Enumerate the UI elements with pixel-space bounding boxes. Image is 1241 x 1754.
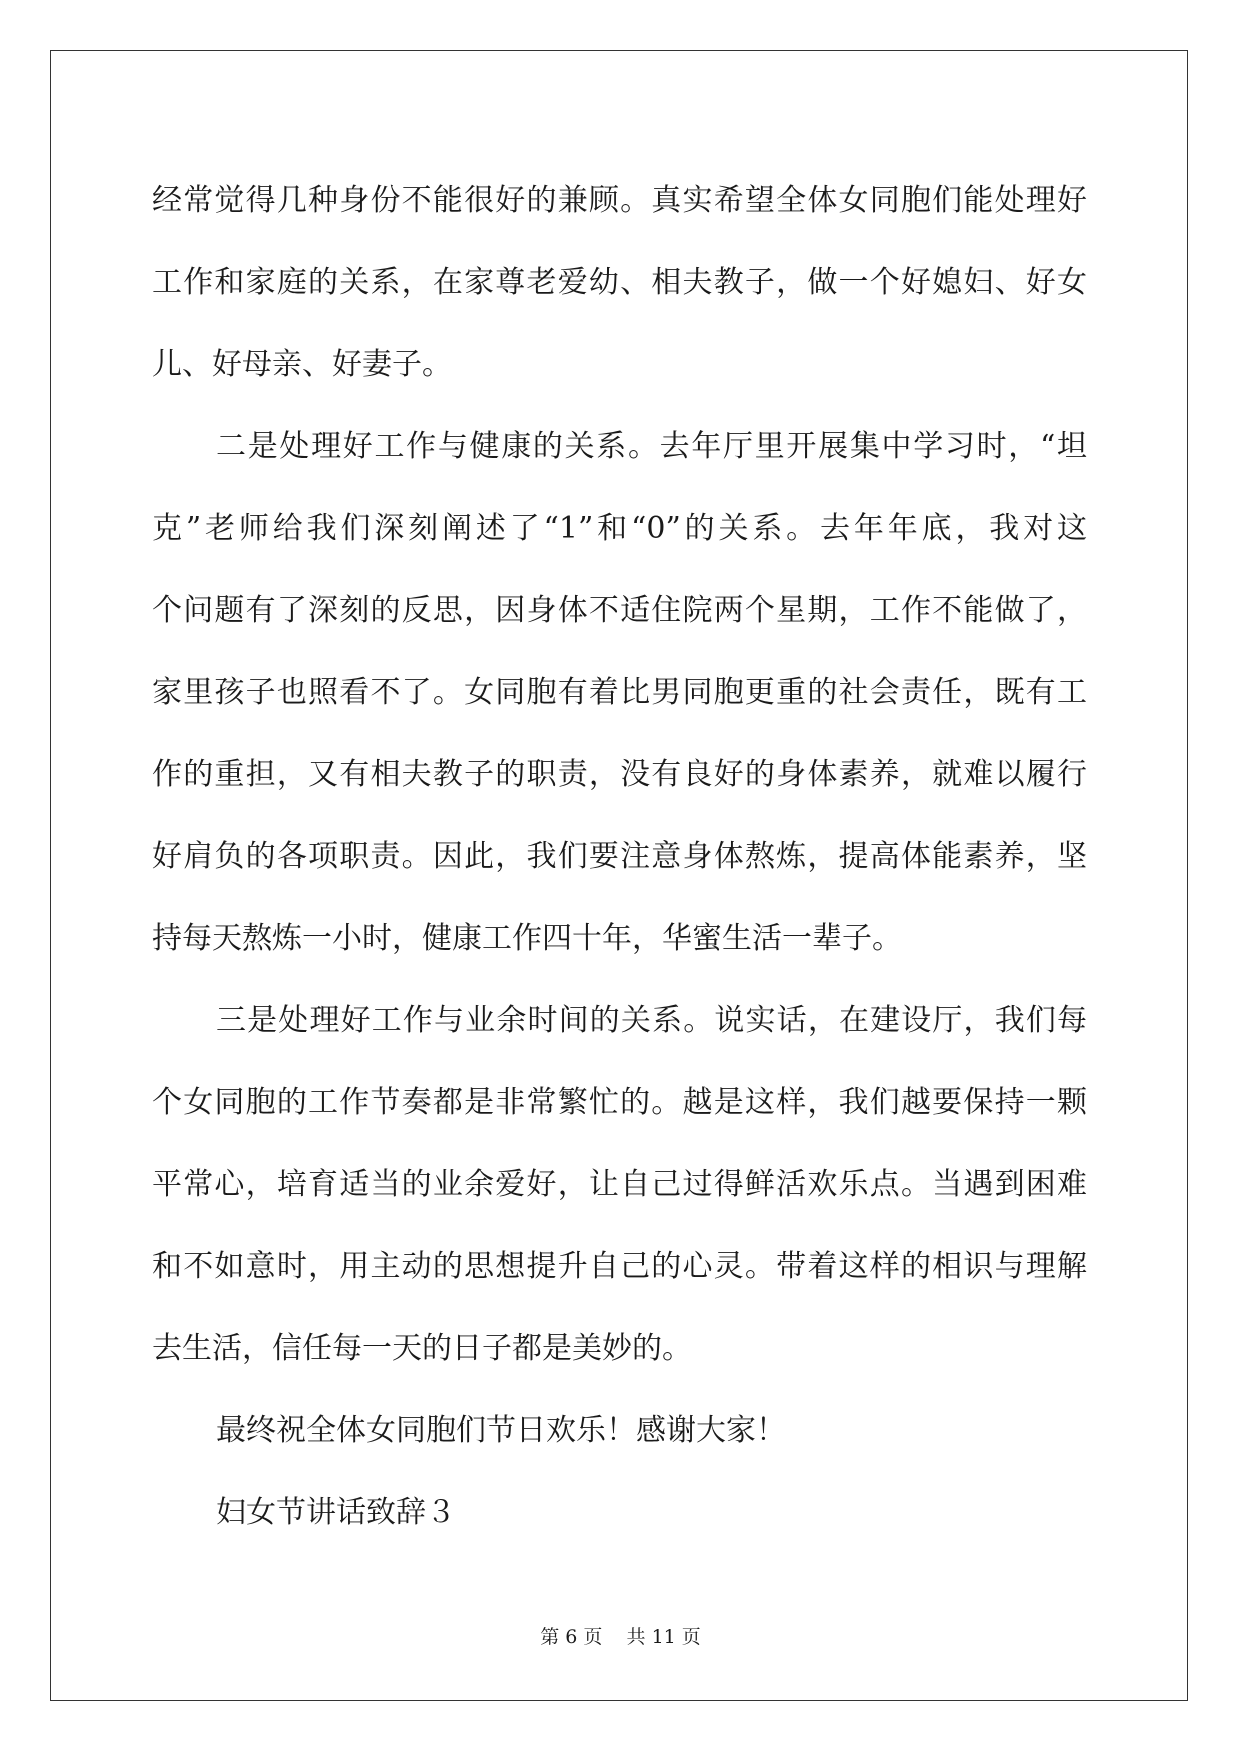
page-number-footer: 第 6 页 共 11 页 bbox=[540, 1626, 701, 1648]
text-line: 二是处理好工作与健康的关系。去年厅里开展集中学习时，“坦 bbox=[216, 429, 1087, 464]
text-line: 和不如意时，用主动的思想提升自己的心灵。带着这样的相识与理解 bbox=[152, 1249, 1087, 1284]
text-line: 个女同胞的工作节奏都是非常繁忙的。越是这样，我们越要保持一颗 bbox=[152, 1085, 1087, 1120]
text-line: 个问题有了深刻的反思，因身体不适住院两个星期，工作不能做了， bbox=[152, 593, 1087, 628]
text-line: 平常心，培育适当的业余爱好，让自己过得鲜活欢乐点。当遇到困难 bbox=[152, 1167, 1087, 1202]
text-line: 家里孩子也照看不了。女同胞有着比男同胞更重的社会责任，既有工 bbox=[152, 675, 1087, 710]
text-line: 去生活，信任每一天的日子都是美妙的。 bbox=[152, 1331, 692, 1366]
text-line: 作的重担，又有相夫教子的职责，没有良好的身体素养，就难以履行 bbox=[152, 757, 1087, 792]
text-line: 经常觉得几种身份不能很好的兼顾。真实希望全体女同胞们能处理好 bbox=[152, 183, 1087, 218]
text-line: 三是处理好工作与业余时间的关系。说实话，在建设厅，我们每 bbox=[216, 1003, 1087, 1038]
text-line: 克”老师给我们深刻阐述了“1”和“0”的关系。去年年底，我对这 bbox=[152, 511, 1087, 546]
text-line: 工作和家庭的关系，在家尊老爱幼、相夫教子，做一个好媳妇、好女 bbox=[152, 265, 1087, 300]
document-body bbox=[152, 160, 1087, 1554]
text-line: 儿、好母亲、好妻子。 bbox=[152, 347, 452, 382]
text-line: 持每天熬炼一小时，健康工作四十年，华蜜生活一辈子。 bbox=[152, 921, 902, 956]
section-heading: 妇女节讲话致辞３ bbox=[216, 1495, 456, 1530]
text-line: 好肩负的各项职责。因此，我们要注意身体熬炼，提高体能素养，坚 bbox=[152, 839, 1087, 874]
text-line: 最终祝全体女同胞们节日欢乐！感谢大家！ bbox=[216, 1413, 786, 1448]
